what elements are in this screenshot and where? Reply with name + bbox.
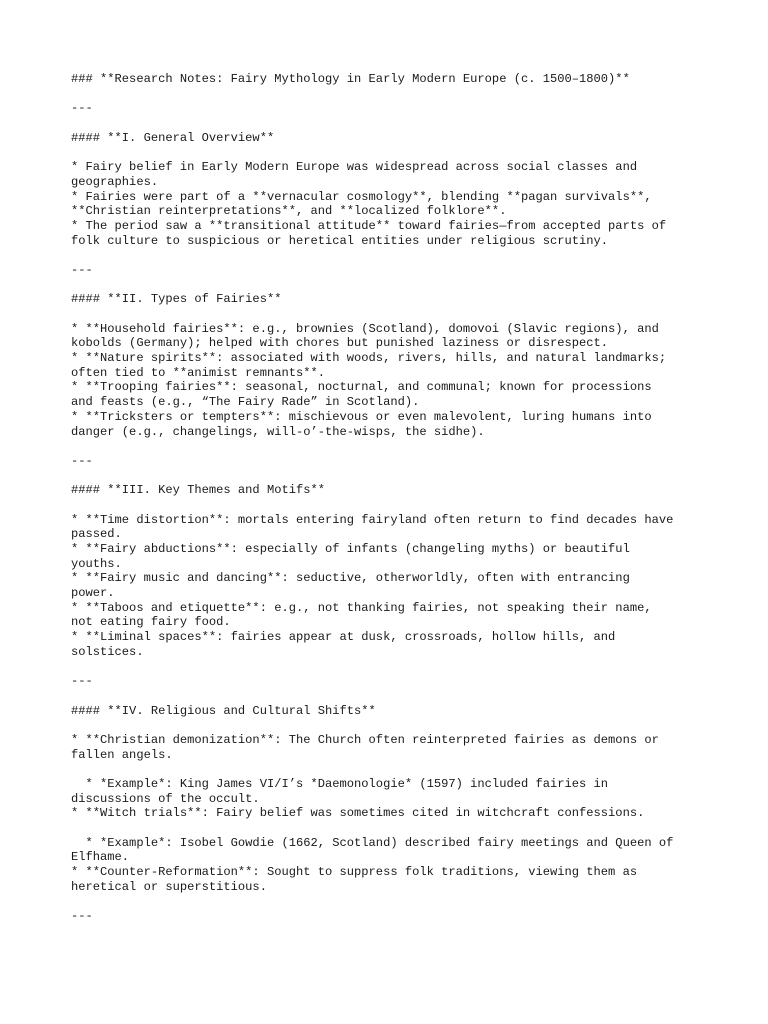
horizontal-rule: --- (71, 262, 93, 277)
horizontal-rule: --- (71, 909, 93, 924)
text-line: solstices. (71, 644, 144, 659)
blank-line (71, 145, 701, 160)
section-heading: #### **III. Key Themes and Motifs** (71, 483, 326, 498)
document-title: ### **Research Notes: Fairy Mythology in Early Modern Europe (c. 1500–1800)** (71, 72, 630, 86)
bullet-line: * Fairies were part of a **vernacular cosmology**, blending **pagan survivals**, (71, 189, 652, 204)
bullet-line: * The period saw a **transitional attitude** toward fairies—from accepted parts of (71, 218, 667, 233)
bullet-line: * **Household fairies**: e.g., brownies (Scotland), domovoi (Slavic regions), and (71, 321, 659, 336)
blank-line (71, 718, 701, 733)
text-line: often tied to **animist remnants**. (71, 365, 326, 380)
text-line: passed. (71, 527, 122, 542)
blank-line (71, 498, 701, 513)
bullet-line: * Fairy belief in Early Modern Europe was widespread across social classes and (71, 160, 638, 175)
blank-line (71, 895, 701, 910)
bullet-line: * **Nature spirits**: associated with woods, rivers, hills, and natural landmarks; (71, 351, 667, 366)
bullet-line: * **Tricksters or tempters**: mischievous or even malevolent, luring humans into (71, 409, 652, 424)
text-line: Elfhame. (71, 850, 130, 865)
bullet-line: * **Witch trials**: Fairy belief was sometimes cited in witchcraft confessions. (71, 806, 645, 821)
bullet-line: * *Example*: King James VI/I’s *Daemonologie* (1597) included fairies in (71, 777, 609, 791)
blank-line (71, 116, 701, 131)
text-line: youths. (71, 556, 122, 571)
blank-line (71, 307, 701, 322)
text-line: danger (e.g., changelings, will-o’-the-wisps, the sidhe). (71, 424, 485, 439)
bullet-line: * **Fairy abductions**: especially of infants (changeling myths) or beautiful (71, 542, 630, 556)
text-line: power. (71, 586, 115, 601)
text-line: kobolds (Germany); helped with chores but punished laziness or disrespect. (71, 336, 609, 351)
bullet-line: * **Time distortion**: mortals entering fairyland often return to find decades have (71, 512, 674, 527)
document-body (71, 72, 701, 924)
text-line: and feasts (e.g., “The Fairy Rade” in Scotland). (71, 395, 420, 410)
blank-line (71, 278, 701, 293)
blank-line (71, 248, 701, 263)
bullet-line: * **Taboos and etiquette**: e.g., not thanking fairies, not speaking their name, (71, 600, 652, 615)
horizontal-rule: --- (71, 674, 93, 689)
bullet-line: * **Counter-Reformation**: Sought to suppress folk traditions, viewing them as (71, 865, 638, 880)
bullet-line: * **Liminal spaces**: fairies appear at dusk, crossroads, hollow hills, and (71, 630, 616, 645)
section-heading: #### **IV. Religious and Cultural Shifts** (71, 703, 376, 718)
bullet-line: * **Fairy music and dancing**: seductive, otherworldly, often with entrancing (71, 571, 630, 586)
blank-line (71, 689, 701, 704)
horizontal-rule: --- (71, 453, 93, 468)
bullet-line: * **Christian demonization**: The Church often reinterpreted fairies as demons or (71, 732, 659, 747)
bullet-line: **Christian reinterpretations**, and **localized folklore**. (71, 204, 507, 219)
bullet-line: * *Example*: Isobel Gowdie (1662, Scotland) described fairy meetings and Queen of (71, 835, 674, 850)
blank-line (71, 821, 701, 836)
text-line: folk culture to suspicious or heretical entities under religious scrutiny. (71, 233, 609, 248)
text-line: heretical or superstitious. (71, 879, 267, 894)
blank-line (71, 87, 701, 102)
section-heading: #### **I. General Overview** (71, 130, 275, 145)
blank-line (71, 660, 701, 675)
horizontal-rule: --- (71, 101, 93, 116)
bullet-line: * **Trooping fairies**: seasonal, nocturnal, and communal; known for processions (71, 380, 652, 395)
text-line: fallen angels. (71, 747, 173, 762)
blank-line (71, 439, 701, 454)
blank-line (71, 762, 701, 777)
text-line: discussions of the occult. (71, 791, 260, 806)
text-line: not eating fairy food. (71, 615, 231, 630)
text-line: geographies. (71, 174, 159, 189)
section-heading: #### **II. Types of Fairies** (71, 292, 282, 307)
blank-line (71, 469, 701, 484)
